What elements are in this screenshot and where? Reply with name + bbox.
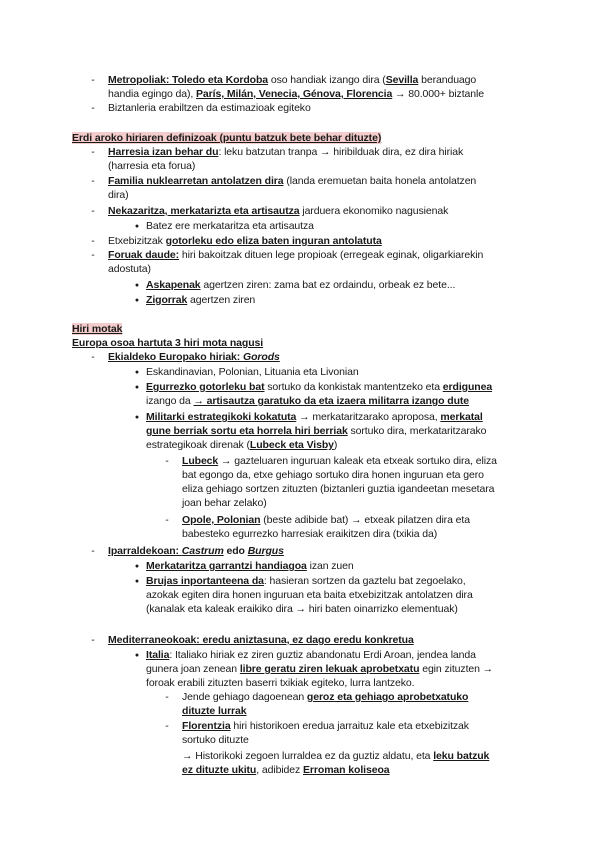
text-line: Batez ere merkataritza eta artisautza <box>146 220 314 232</box>
dot-bullet: ● <box>134 223 140 230</box>
text: sortuko dira, merkataritzarako <box>347 425 487 437</box>
text-line: joan behar zelako) <box>182 497 267 509</box>
term: Lubeck eta Visby <box>249 439 334 451</box>
text-line <box>146 279 455 292</box>
text-line <box>108 235 382 248</box>
text-line: Eskandinavian, Polonian, Lituania eta Livonian <box>146 366 359 378</box>
text: izango da <box>146 395 194 407</box>
dot-bullet: ● <box>134 578 140 585</box>
text: estrategikoak direnak ( <box>146 439 250 451</box>
text-line: (harresia eta forua) <box>108 160 196 172</box>
section-heading <box>72 323 122 336</box>
text: (beste adibide bat) → etxeak pilatzen dira eta <box>260 514 470 526</box>
text-line <box>146 439 337 452</box>
text: handia egingo da), <box>108 88 197 100</box>
dash-bullet: - <box>165 514 169 526</box>
dash-bullet: - <box>91 146 95 158</box>
dash-bullet: - <box>91 175 95 187</box>
text: → Historikoki zegoen lurraldea ez da guztiz aldatu, eta <box>182 750 434 762</box>
text: → gazteluaren inguruan kaleak eta etxeak sortuko dira, eliza <box>218 455 497 467</box>
term: Mediterraneokoak: eredu aniztasuna, ez dago eredu konkretua <box>108 634 414 646</box>
term: Opole, Polonian <box>182 514 261 526</box>
term: Foruak daude: <box>108 249 180 261</box>
text-line: eliza gehiago sortzen zituzten (biztanleri guztia igandeetan mesetara <box>182 483 495 495</box>
term: leku batzuk <box>433 750 490 762</box>
dash-bullet: - <box>91 74 95 86</box>
term: Gorods <box>243 351 280 363</box>
text: jarduera ekonomiko nagusienak <box>299 205 449 217</box>
term: gune berriak sortu eta horrela hiri berriak <box>146 425 348 437</box>
text-line <box>146 560 354 573</box>
text: agertzen ziren <box>187 294 256 306</box>
term: → artisautza garatuko da eta izaera militarra izango dute <box>193 395 470 407</box>
subheading-text: Europa osoa hartuta 3 hiri mota nagusi <box>72 337 264 349</box>
text-line <box>182 691 468 704</box>
term: Militarki estrategikoki kokatuta <box>146 411 297 423</box>
text: → merkataritzarako aproposa, <box>296 411 441 423</box>
term: Lubeck <box>182 455 219 467</box>
text-line <box>182 514 470 527</box>
term: Burgus <box>247 545 284 557</box>
text-line <box>182 720 469 733</box>
sevilla-term: Sevilla <box>385 74 419 86</box>
text-line <box>182 705 247 718</box>
text-line <box>108 634 414 647</box>
text-line <box>182 764 390 777</box>
text-line: sortuko dituzte <box>182 734 249 746</box>
dash-bullet: - <box>91 351 95 363</box>
dot-bullet: ● <box>134 414 140 421</box>
term: Zigorrak <box>146 294 188 306</box>
dot-bullet: ● <box>134 369 140 376</box>
text-line <box>146 411 483 424</box>
text-line <box>108 351 280 364</box>
term: Iparraldekoan: <box>108 545 182 557</box>
dash-bullet: - <box>165 691 169 703</box>
text-line <box>146 294 255 307</box>
text: hiri bakoitzak dituen lege propioak (erregeak eginak, oligarkiarekin <box>179 249 484 261</box>
text: oso handiak izango dira ( <box>268 74 386 86</box>
text-line <box>108 146 463 159</box>
text: , adibidez <box>256 764 303 776</box>
term: Italia <box>146 649 170 661</box>
term: Brujas inportanteena da <box>146 575 264 587</box>
text: sortuko da konkistak mantentzeko eta <box>264 381 443 393</box>
text: gunera joan zenean <box>146 663 240 675</box>
text: edo <box>223 545 248 557</box>
term: gotorleku edo eliza baten inguran antolatuta <box>165 235 382 247</box>
text: : Italiako hiriak ez ziren guztiz abandonatu Erdi Aroan, jendea landa <box>169 649 476 661</box>
dot-bullet: ● <box>134 297 140 304</box>
text: izan zuen <box>306 560 354 572</box>
text-line <box>146 649 476 662</box>
text-line: (kanalak eta kaleak eraikiko dira → hiri baten oinarrizko elementuak) <box>146 603 458 615</box>
term: Familia nuklearretan antolatzen dira <box>108 175 284 187</box>
text: Etxebizitzak <box>108 235 166 247</box>
term: Castrum <box>181 545 224 557</box>
text-line: azokak egiten dira honen inguruan eta baita etxebizitzak antolatzen dira <box>146 589 473 601</box>
term: Egurrezko gotorleku bat <box>146 381 265 393</box>
text: : hasieran sortzen da gaztelu bat zegoelako, <box>263 575 466 587</box>
text: hiri historikoen eredua jarraituz kale eta etxebizitzak <box>230 720 469 732</box>
term: ez dituzte ukitu <box>182 764 257 776</box>
term: Harresia izan behar du <box>108 146 219 158</box>
text-line <box>146 425 486 438</box>
dot-bullet: ● <box>134 282 140 289</box>
term: Merkataritza garrantzi handiagoa <box>146 560 307 572</box>
text-line <box>108 74 476 87</box>
dash-bullet: - <box>91 249 95 261</box>
heading-text: Erdi aroko hiriaren definizoak (puntu batzuk bete behar dituzte) <box>72 132 382 144</box>
term: Florentzia <box>182 720 231 732</box>
text: egin zituzten → <box>419 663 494 675</box>
metropoliak-term: Metropoliak: Toledo eta Kordoba <box>108 74 269 86</box>
dash-bullet: - <box>91 235 95 247</box>
text-line <box>146 381 492 394</box>
dash-bullet: - <box>91 545 95 557</box>
dash-bullet: - <box>165 720 169 732</box>
dot-bullet: ● <box>134 652 140 659</box>
text: beranduago <box>418 74 477 86</box>
text-line <box>108 249 483 262</box>
dash-bullet: - <box>91 102 95 114</box>
term: dituzte lurrak <box>182 705 247 717</box>
cities-term: París, Milán, Venecia, Génova, Florencia <box>196 88 393 100</box>
text-line <box>182 750 489 763</box>
text-line <box>108 175 476 188</box>
text-line <box>146 575 466 588</box>
term: libre geratu ziren lekuak aprobetxatu <box>239 663 420 675</box>
dot-bullet: ● <box>134 384 140 391</box>
text-line <box>146 395 469 408</box>
text-line: bat egongo da, etxe gehiago sortuko dira honen inguruan eta gero <box>182 469 484 481</box>
text-line: dira) <box>108 189 129 201</box>
term: Erroman koliseoa <box>303 764 390 776</box>
dot-bullet: ● <box>134 563 140 570</box>
text-line: Biztanleria erabiltzen da estimazioak egiteko <box>108 102 311 114</box>
text-line: adostuta) <box>108 263 151 275</box>
text: → 80.000+ biztanle <box>392 88 484 100</box>
text: agertzen ziren: zama bat ez ordaindu, orbeak ez bete... <box>200 279 456 291</box>
text-line <box>146 663 493 676</box>
text-line: babesteko egurrezko harresiak eraikitzen dira (txikia da) <box>182 528 438 540</box>
dash-bullet: - <box>91 205 95 217</box>
text: ) <box>333 439 338 451</box>
text: : leku batzutan tranpa → hiribilduak dira, ez dira hiriak <box>218 146 464 158</box>
term: Nekazaritza, merkatarizta eta artisautza <box>108 205 300 217</box>
text-line <box>182 455 497 468</box>
text: Jende gehiago dagoenean <box>182 691 307 703</box>
term: geroz eta gehiago aprobetxatuko <box>306 691 469 703</box>
text-line: foroak erabili zituzten baserri txikiak egiteko, lurra lantzeko. <box>146 677 415 689</box>
text-line <box>108 88 484 101</box>
term: Ekialdeko Europako hiriak: <box>108 351 244 363</box>
heading-text: Hiri motak <box>72 323 123 335</box>
dash-bullet: - <box>165 455 169 467</box>
term: erdigunea <box>442 381 493 393</box>
section-subheading <box>72 337 263 350</box>
text-line <box>108 545 284 558</box>
section-heading <box>72 132 381 145</box>
dash-bullet: - <box>91 634 95 646</box>
text-line <box>108 205 448 218</box>
term: Askapenak <box>146 279 201 291</box>
text: (landa eremuetan baita honela antolatzen <box>283 175 477 187</box>
term: merkatal <box>440 411 483 423</box>
